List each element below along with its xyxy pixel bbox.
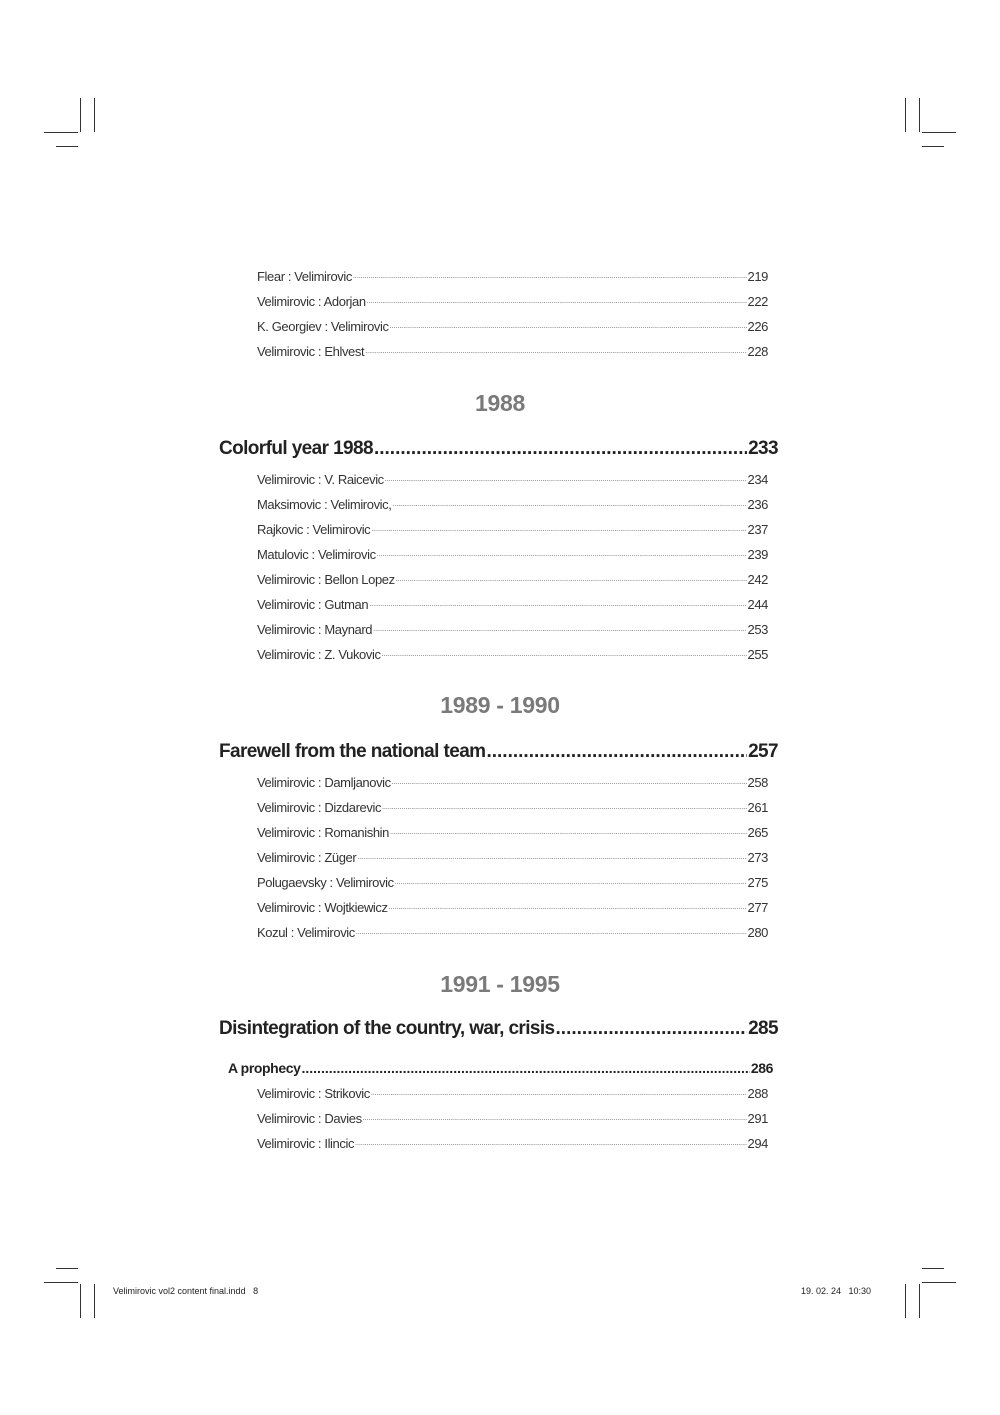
- toc-entry-page: 237: [747, 522, 768, 537]
- toc-chapter[interactable]: [219, 432, 778, 460]
- toc-entry-label: Velimirovic : Z. Vukovic: [257, 647, 381, 662]
- dot-leader: [357, 851, 746, 865]
- toc-entry[interactable]: [257, 467, 768, 487]
- toc-entry-page: 242: [747, 572, 768, 587]
- dot-leader: [377, 548, 747, 562]
- toc-chapter-label: Colorful year 1988: [219, 438, 373, 459]
- toc-entry[interactable]: [257, 1106, 768, 1126]
- toc-entry[interactable]: [257, 920, 768, 940]
- toc-entry[interactable]: [257, 492, 768, 512]
- dot-leader: [355, 1137, 746, 1151]
- dot-leader: [371, 523, 746, 537]
- toc-chapter[interactable]: [219, 1012, 778, 1040]
- toc-entry-label: Polugaevsky : Velimirovic: [257, 875, 394, 890]
- toc-entry[interactable]: [257, 617, 768, 637]
- toc-entry[interactable]: [257, 845, 768, 865]
- toc-entry[interactable]: [257, 895, 768, 915]
- toc-entry[interactable]: [257, 567, 768, 587]
- dot-leader: [373, 623, 746, 637]
- toc-entry-label: Velimirovic : Romanishin: [257, 825, 390, 840]
- toc-entry-page: 261: [747, 800, 768, 815]
- toc-entry-label: Kozul : Velimirovic: [257, 925, 355, 940]
- toc-entry-label: Matulovic : Velimirovic: [257, 547, 376, 562]
- toc-entry[interactable]: [257, 642, 768, 662]
- toc-entry[interactable]: [257, 1131, 768, 1151]
- dot-leader: [356, 926, 747, 940]
- dot-leader: [392, 776, 747, 790]
- year-heading-1988: 1988: [475, 390, 525, 416]
- dot-leader: [556, 1018, 748, 1040]
- toc-entry-page: 294: [747, 1136, 768, 1151]
- footer-slug-left: Velimirovic vol2 content final.indd 8: [113, 1286, 259, 1296]
- toc-entry[interactable]: [257, 770, 768, 790]
- dot-leader: [302, 1060, 750, 1076]
- dot-leader: [392, 498, 746, 512]
- toc-entry-page: 255: [747, 647, 768, 662]
- toc-entry-label: Velimirovic : Maynard: [257, 622, 373, 637]
- toc-chapter[interactable]: [219, 735, 778, 763]
- toc-entry-label: Maksimovic : Velimirovic,: [257, 497, 392, 512]
- toc-entry-label: Velimirovic : Ehlvest: [257, 344, 365, 359]
- toc-entry-page: 219: [747, 269, 768, 284]
- year-heading-1991-1995: 1991 - 1995: [440, 971, 560, 997]
- dot-leader: [390, 826, 746, 840]
- toc-entry-page: 228: [747, 344, 768, 359]
- toc-entry-page: 288: [747, 1086, 768, 1101]
- toc-entry-label: Velimirovic : Strikovic: [257, 1086, 370, 1101]
- toc-chapter-label: Disintegration of the country, war, crisis: [219, 1018, 555, 1039]
- toc-entry-page: 226: [747, 319, 768, 334]
- toc-entry-page: 291: [747, 1111, 768, 1126]
- toc-entry-label: Velimirovic : Adorjan: [257, 294, 366, 309]
- toc-entry-page: 244: [747, 597, 768, 612]
- toc-entry-label: Velimirovic : Gutman: [257, 597, 369, 612]
- toc-chapter-label: Farewell from the national team: [219, 741, 486, 762]
- toc-chapter-page: 257: [748, 741, 778, 762]
- toc-entry[interactable]: [257, 264, 768, 284]
- toc-entry-page: 275: [747, 875, 768, 890]
- toc-entry[interactable]: [257, 339, 768, 359]
- toc-entry-label: Flear : Velimirovic: [257, 269, 352, 284]
- toc-entry-label: Velimirovic : Davies: [257, 1111, 362, 1126]
- toc-entry[interactable]: [257, 592, 768, 612]
- toc-entry-page: 258: [747, 775, 768, 790]
- toc-entry[interactable]: [257, 289, 768, 309]
- toc-entry-label: Velimirovic : Ilincic: [257, 1136, 355, 1151]
- dot-leader: [365, 345, 746, 359]
- toc-entry-page: 277: [747, 900, 768, 915]
- toc-section-page: 286: [750, 1060, 773, 1076]
- toc-entry-page: 234: [747, 472, 768, 487]
- toc-entry-page: 222: [747, 294, 768, 309]
- toc-entry-label: Velimirovic : Dizdarevic: [257, 800, 382, 815]
- dot-leader: [385, 473, 747, 487]
- year-heading-1989-1990: 1989 - 1990: [440, 692, 560, 718]
- dot-leader: [353, 270, 747, 284]
- toc-entry-page: 273: [747, 850, 768, 865]
- dot-leader: [367, 295, 747, 309]
- toc-section-label: A prophecy: [228, 1060, 301, 1076]
- dot-leader: [395, 876, 747, 890]
- toc-entry-label: Rajkovic : Velimirovic: [257, 522, 371, 537]
- dot-leader: [374, 438, 747, 460]
- dot-leader: [486, 741, 747, 763]
- toc-entry-label: Velimirovic : V. Raicevic: [257, 472, 384, 487]
- toc-entry-page: 253: [747, 622, 768, 637]
- toc-entry[interactable]: [257, 1081, 768, 1101]
- dot-leader: [389, 901, 747, 915]
- toc-entry-page: 239: [747, 547, 768, 562]
- dot-leader: [363, 1112, 747, 1126]
- toc-chapter-page: 285: [748, 1018, 778, 1039]
- toc-entry[interactable]: [257, 820, 768, 840]
- dot-leader: [390, 320, 747, 334]
- toc-entry-label: Velimirovic : Bellon Lopez: [257, 572, 395, 587]
- toc-entry[interactable]: [257, 795, 768, 815]
- toc-entry-label: Velimirovic : Züger: [257, 850, 357, 865]
- toc-entry-page: 265: [747, 825, 768, 840]
- toc-entry[interactable]: [257, 542, 768, 562]
- toc-entry[interactable]: [257, 314, 768, 334]
- toc-entry[interactable]: [257, 517, 768, 537]
- toc-entry-label: K. Georgiev : Velimirovic: [257, 319, 389, 334]
- toc-entry-label: Velimirovic : Wojtkiewicz: [257, 900, 388, 915]
- dot-leader: [371, 1087, 747, 1101]
- toc-chapter-page: 233: [748, 438, 778, 459]
- dot-leader: [369, 598, 746, 612]
- dot-leader: [396, 573, 747, 587]
- toc-entry-label: Velimirovic : Damljanovic: [257, 775, 391, 790]
- dot-leader: [382, 801, 746, 815]
- footer-slug-right: 19. 02. 24 10:30: [801, 1286, 872, 1296]
- toc-entry-page: 236: [747, 497, 768, 512]
- dot-leader: [382, 648, 747, 662]
- toc-entry[interactable]: [257, 870, 768, 890]
- toc-section[interactable]: [228, 1054, 773, 1076]
- toc-entry-page: 280: [747, 925, 768, 940]
